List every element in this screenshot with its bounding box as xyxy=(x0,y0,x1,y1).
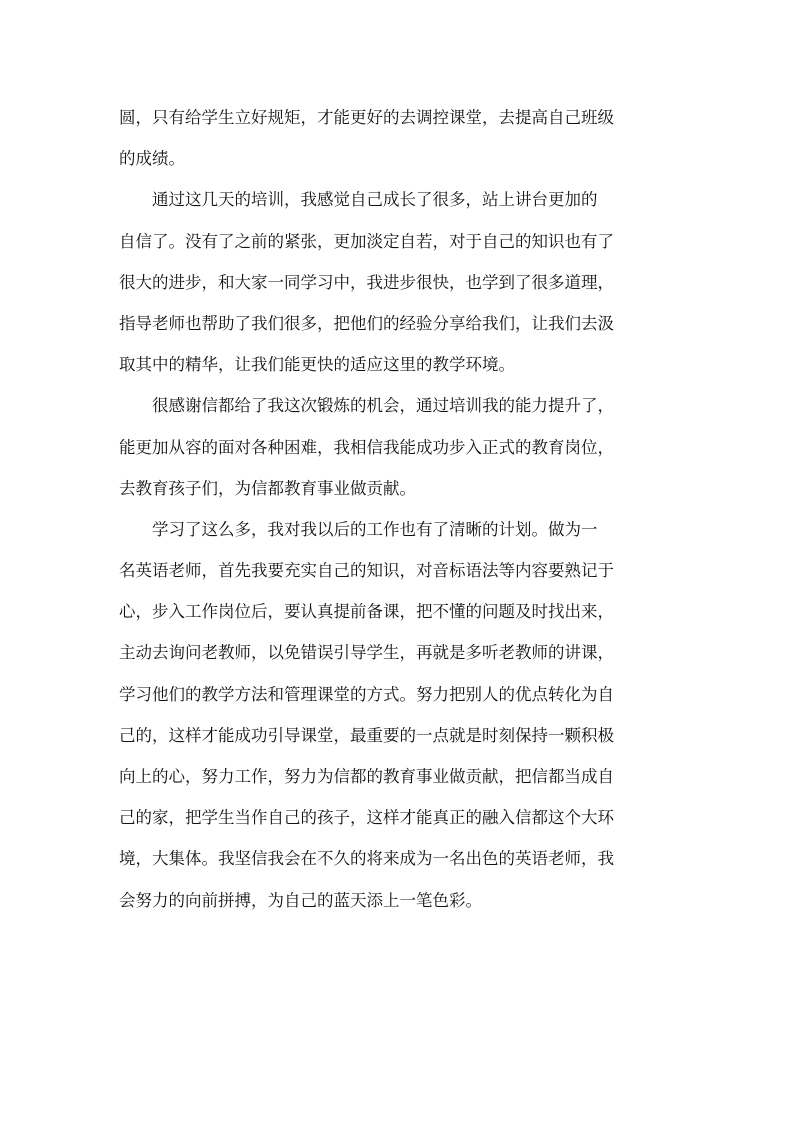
paragraph-first-line: 通过这几天的培训，我感觉自己成长了很多，站上讲台更加的 xyxy=(152,190,598,210)
paragraph-first-line: 学习了这么多，我对我以后的工作也有了清晰的计划。做为一 xyxy=(152,519,598,539)
text-line: 向上的心，努力工作，努力为信都的教育事业做贡献，把信都当成自 xyxy=(119,767,614,786)
text-line: 很大的进步，和大家一同学习中，我进步很快，也学到了很多道理， xyxy=(119,272,614,292)
text-line: 的成绩。 xyxy=(119,149,185,169)
text-line: 心，步入工作岗位后，要认真提前备课，把不懂的问题及时找出来， xyxy=(119,602,614,622)
text-line: 取其中的精华，让我们能更快的适应这里的教学环境。 xyxy=(119,355,515,375)
text-line: 圆，只有给学生立好规矩，才能更好的去调控课堂，去提高自己班级 xyxy=(119,108,614,127)
text-line: 学习他们的教学方法和管理课堂的方式。努力把别人的优点转化为自 xyxy=(119,684,614,704)
text-line: 名英语老师，首先我要充实自己的知识，对音标语法等内容要熟记于 xyxy=(119,561,614,581)
text-line: 己的家，把学生当作自己的孩子，这样才能真正的融入信都这个大环 xyxy=(119,808,614,828)
text-line: 能更加从容的面对各种困难，我相信我能成功步入正式的教育岗位， xyxy=(119,437,614,457)
text-line: 会努力的向前拼搏，为自己的蓝天添上一笔色彩。 xyxy=(119,890,482,910)
text-line: 境，大集体。我坚信我会在不久的将来成为一名出色的英语老师，我 xyxy=(119,849,614,869)
text-line: 自信了。没有了之前的紧张，更加淡定自若，对于自己的知识也有了 xyxy=(119,231,614,251)
text-line: 去教育孩子们，为信都教育事业做贡献。 xyxy=(119,478,416,498)
text-line: 己的，这样才能成功引导课堂，最重要的一点就是时刻保持一颗积极 xyxy=(119,725,614,745)
text-line: 主动去询问老教师，以免错误引导学生，再就是多听老教师的讲课， xyxy=(119,643,614,663)
document-body xyxy=(119,104,679,928)
paragraph-first-line: 很感谢信都给了我这次锻炼的机会，通过培训我的能力提升了， xyxy=(152,396,614,416)
text-line: 指导老师也帮助了我们很多，把他们的经验分享给我们，让我们去汲 xyxy=(119,313,614,333)
